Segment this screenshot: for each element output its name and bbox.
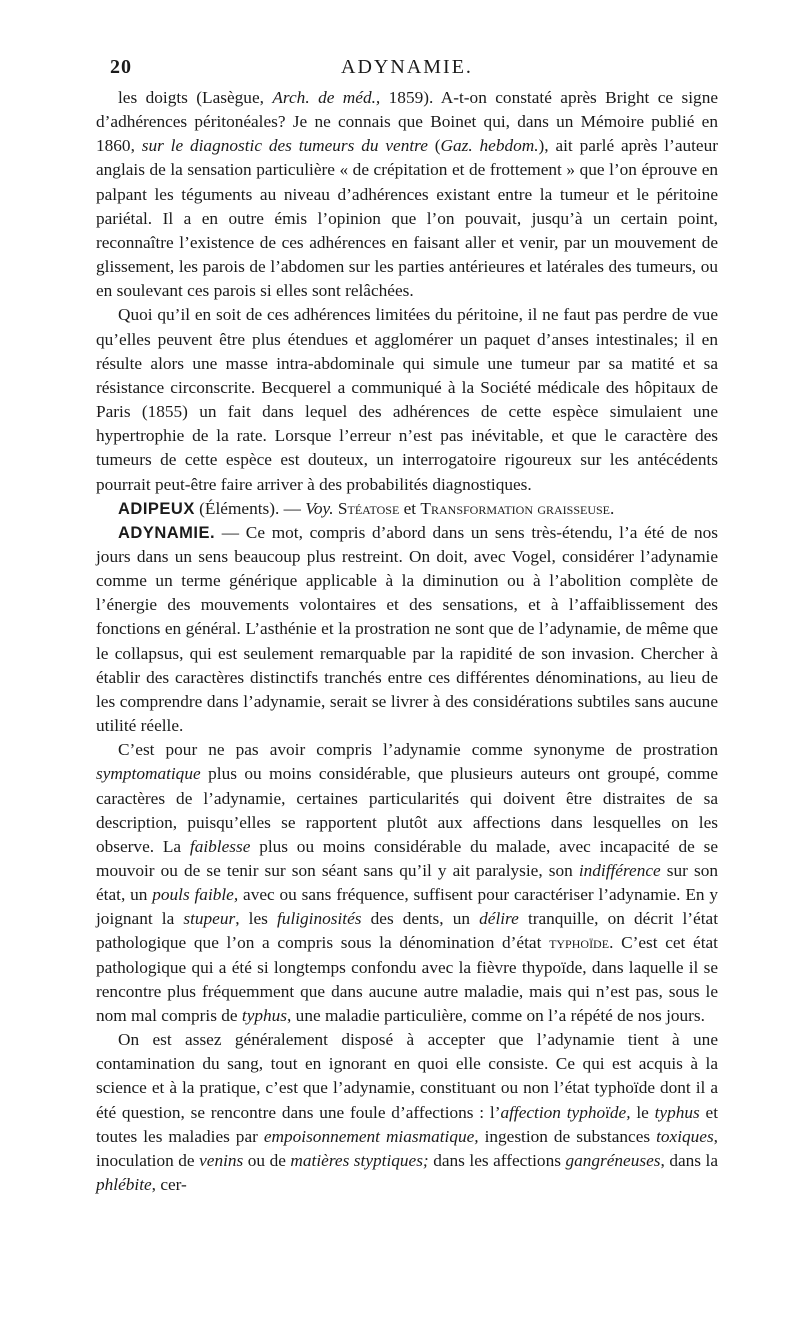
- text-run: , cer-: [151, 1175, 187, 1195]
- dictionary-entry-adynamie: [96, 521, 718, 738]
- entry-headword: ADYNAMIE.: [118, 523, 216, 542]
- text-run: ingestion de substances: [478, 1126, 657, 1146]
- italic-text: typhus: [654, 1102, 700, 1122]
- text-run: et: [399, 498, 421, 518]
- text-run: les doigts (Lasègue,: [118, 88, 273, 107]
- text-run: 1859). A-t-on constaté après Bright ce signe d’adhérences péritonéales? Je ne connais que Boinet qui, dans un Mémoire publié en 1860,: [96, 88, 719, 156]
- text-run: . C’est cet état pathologique qui a été si longtemps confondu avec la fièvre thypoïde, dans laquelle il se rencontre plus fréquemment que dans aucune autre maladie, mais qui n’est pas, sous le nom mal compris de: [96, 933, 718, 1025]
- text-run: des dents, un: [361, 909, 480, 929]
- italic-text: Voy.: [305, 498, 334, 518]
- page-header: [96, 52, 718, 86]
- italic-text: stupeur: [183, 909, 236, 929]
- italic-text: phlébite: [96, 1175, 152, 1195]
- text-run: ou de: [243, 1150, 291, 1170]
- italic-text: indifférence: [578, 861, 661, 880]
- entry-headword: ADIPEUX: [118, 499, 195, 518]
- small-caps-text: Stéatose: [337, 498, 400, 518]
- text-run: , une maladie particulière, comme on l’a répété de nos jours.: [287, 1005, 705, 1025]
- italic-text: faiblesse: [189, 836, 251, 856]
- text-run: sur son état, un: [96, 861, 718, 905]
- text-run: ), ait parlé après l’auteur anglais de la sensation particulière « de crépitation et de frottement » que l’on éprouve en palpant les téguments au niveau d’adhérences existant entre la tumeur et le péritoine pariétal. Il a en outre émis l’opinion que l’on pouvait, jusqu’à un certain point, reconnaître l’existence de ces adhérences en faisant aller et venir, par un mouvement de glissement, les parois de l’abdomen sur les parties antérieures et latérales des tumeurs, ou en soulevant ces parois si elles sont relâchées.: [96, 136, 718, 301]
- text-run: , les: [235, 909, 277, 929]
- text-run: et toutes les maladies par: [96, 1102, 719, 1146]
- text-run: — Ce mot, compris d’abord dans un sens très-étendu, l’a été de nos jours dans un sens beaucoup plus restreint. On doit, avec Vogel, considérer l’adynamie comme un terme générique applicable à la diminution ou à l’abolition complète de l’énergie des mouvements volontaires et des sensations, et à l’affaiblissement des fonctions en général. L’asthénie et la prostration ne sont que de l’adynamie, de même que le collapsus, qui est seulement remarquable par la rapidité de son invasion. Chercher à établir des caractères distinctifs tranchés entre ces différentes dénominations, au lieu de les comprendre dans l’adynamie, serait se livrer à des considérations subtiles sans aucune utilité réelle.: [96, 522, 718, 736]
- small-caps-text: Transformation graisseuse.: [420, 498, 615, 518]
- text-run: (: [427, 136, 441, 156]
- paragraph: [96, 86, 718, 303]
- text-run: Quoi qu’il en soit de ces adhérences limitées du péritoine, il ne faut pas perdre de vue qu’elles peuvent être plus étendues et agglomérer un paquet d’anses intestinales; il en résulte alors une masse intra-abdominale qui simule une tumeur par sa matité et sa résistance circonscrite. Becquerel a communiqué à la Société médicale des hôpitaux de Paris (1855) un fait dans lequel des adhérences de cette espèce simulaient une hypertrophie de la rate. Lorsque l’erreur n’est pas inévitable, et que le caractère des tumeurs de cette espèce est douteux, un interrogatoire rigoureux sur les antécédents pourrait peut-être faire arriver à des probabilités diagnostiques.: [96, 305, 718, 494]
- small-caps-text: typhoïde: [549, 933, 610, 953]
- text-run: plus ou moins considérable du malade, avec incapacité de se mouvoir ou de se tenir sur son séant sans qu’il y ait paralysie, son: [96, 836, 718, 880]
- italic-text: délire: [479, 909, 519, 929]
- page-number: 20: [110, 56, 132, 78]
- italic-text: toxiques: [656, 1126, 714, 1146]
- book-page: [96, 52, 718, 1197]
- italic-text: sur le diagnostic des tumeurs du ventre: [141, 136, 428, 156]
- text-run: , inoculation de: [96, 1126, 718, 1170]
- italic-text: venins: [199, 1150, 244, 1170]
- italic-text: Gaz. hebdom.: [440, 136, 539, 156]
- text-run: C’est pour ne pas avoir compris l’adynamie comme synonyme de prostration: [118, 740, 718, 760]
- body-text: [96, 86, 718, 1197]
- paragraph: [96, 738, 718, 1028]
- italic-text: Arch. de méd.,: [272, 88, 381, 107]
- italic-text: pouls faible,: [152, 885, 239, 905]
- text-run: plus ou moins considérable, que plusieurs auteurs ont groupé, comme caractères de l’adynamie, certaines particularités qui doivent être distraites de sa description, puisqu’elles se rapportent plutôt aux affections dans lesquelles on les observe. La: [96, 764, 718, 856]
- text-run: On est assez généralement disposé à accepter que l’adynamie tient à une contamination du sang, tout en ignorant en quoi elle consiste. Ce qui est acquis à la science et à la pratique, c’est que l’adynamie, constituant ou non l’état typhoïde dont il a été question, se rencontre dans une foule d’affections : l’: [96, 1030, 718, 1122]
- italic-text: affection typhoïde,: [500, 1102, 631, 1122]
- italic-text: symptomatique: [96, 764, 201, 784]
- text-run: dans les affections: [428, 1150, 566, 1170]
- italic-text: fuliginosités: [277, 909, 362, 929]
- paragraph: [96, 1028, 718, 1197]
- text-run: le: [630, 1102, 655, 1122]
- italic-text: gangréneuses: [565, 1150, 661, 1170]
- text-run: avec ou sans fréquence, suffisent pour caractériser l’adynamie. En y joignant la: [96, 885, 719, 929]
- italic-text: typhus: [241, 1005, 288, 1025]
- dictionary-entry-adipeux: [96, 497, 718, 521]
- text-run: (Éléments). —: [194, 498, 306, 518]
- text-run: tranquille, on décrit l’état pathologique que l’on a compris sous la dénomination d’état: [96, 909, 718, 953]
- text-run: , dans la: [660, 1150, 718, 1170]
- italic-text: empoisonnement miasmatique,: [263, 1126, 479, 1146]
- italic-text: matières styptiques;: [290, 1150, 429, 1170]
- paragraph: [96, 303, 718, 496]
- running-head: ADYNAMIE.: [341, 56, 473, 78]
